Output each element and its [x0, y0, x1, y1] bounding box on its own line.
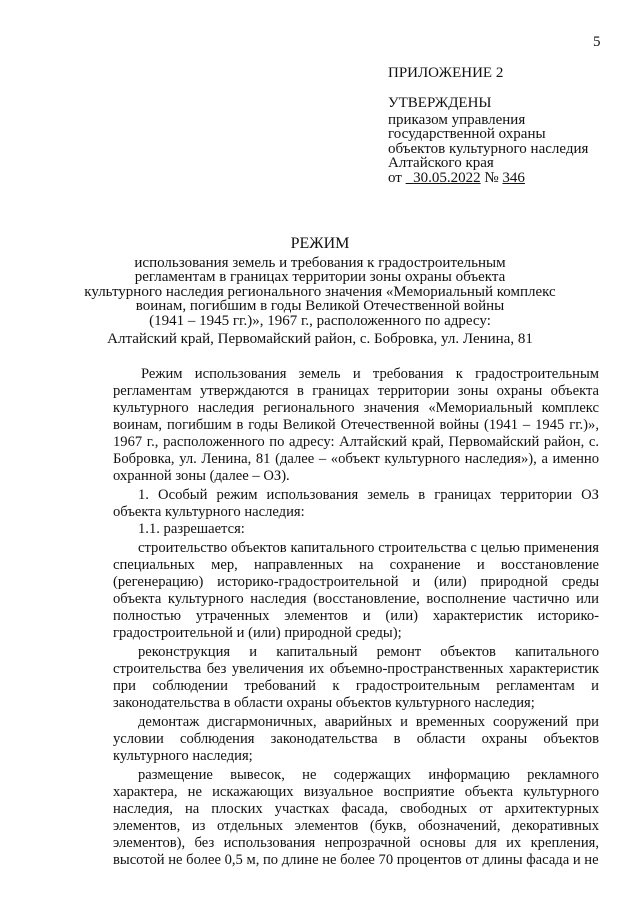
- title-line: воинам, погибшим в годы Великой Отечественной войны: [135, 298, 505, 315]
- document-body: [113, 366, 599, 869]
- order-number: 346: [502, 169, 525, 186]
- approval-line: Алтайского края: [388, 155, 494, 172]
- order-date: 30.05.2022: [413, 169, 481, 186]
- page-number: 5: [593, 34, 601, 50]
- number-prefix: №: [484, 169, 499, 186]
- document-title: [0, 237, 640, 346]
- title-address: Алтайский край, Первомайский район, с. Бобровка, ул. Ленина, 81: [107, 330, 533, 347]
- approval-line: объектов культурного наследия: [388, 140, 589, 157]
- approval-block: [388, 96, 588, 186]
- intro-paragraph: Режим использования земель и требования к градостроительным регламентам утверждаются в границах территории зоны охраны объекта культурного наследия регионального значения «Мемориальный комплекс воинам, погибшим в годы Великой Отечественной войны (1941 – 1945 гг.)», 1967 г., расположенного по адресу: Алтайский край, Первомайский район, с. Бобровка, ул. Ленина, 81 (далее – «объект культурного наследия»), а именно охранной зоны (далее – ОЗ).: [113, 366, 599, 484]
- permitted-item: строительство объектов капитального строительства с целью применения специальных мер, направленных на сохранение и восстановление (регенерацию) историко-градостроительной и (или) природной среды объекта культурного наследия (восстановление, восполнение частично или полностью утраченных элементов и (или) характеристик историко-градостроительной и (или) природной среды);: [113, 540, 599, 641]
- date-prefix: от: [388, 169, 402, 186]
- approval-line: приказом управления: [388, 111, 526, 128]
- section-1-1-heading: 1.1. разрешается:: [138, 521, 245, 537]
- section-1-heading: 1. Особый режим использования земель в границах территории ОЗ объекта культурного наследия:: [113, 487, 599, 520]
- approval-title: УТВЕРЖДЕНЫ: [388, 95, 492, 111]
- approval-line: государственной охраны: [388, 126, 546, 143]
- permitted-item: реконструкция и капитальный ремонт объектов капитального строительства без увеличения их объемно-пространственных характеристик при соблюдении требований к градостроительным регламентам и законодательства в области охраны объектов культурного наследия;: [113, 644, 599, 711]
- order-date-line: [388, 171, 588, 186]
- permitted-item: размещение вывесок, не содержащих информацию рекламного характера, не искажающих визуальное восприятие объекта культурного наследия, на плоских участках фасада, свободных от архитектурных элементов, из отдельных элементов (букв, обозначений, декоративных элементов), без использования непрозрачной основы для их крепления, высотой не более 0,5 м, по длине не более 70 процентов от длины фасада и не: [113, 767, 599, 868]
- appendix-label: ПРИЛОЖЕНИЕ 2: [388, 65, 504, 81]
- title-line: культурного наследия регионального значения «Мемориальный комплекс: [84, 283, 556, 300]
- title-line: использования земель и требования к градостроительным: [134, 254, 506, 271]
- permitted-item: демонтаж дисгармоничных, аварийных и временных сооружений при условии соблюдения законодательства в области охраны объектов культурного наследия;: [113, 714, 599, 764]
- title-main: РЕЖИМ: [290, 235, 350, 252]
- title-line: регламентам в границах территории зоны охраны объекта: [134, 269, 506, 286]
- title-line: (1941 – 1945 гг.)», 1967 г., расположенного по адресу:: [149, 312, 491, 329]
